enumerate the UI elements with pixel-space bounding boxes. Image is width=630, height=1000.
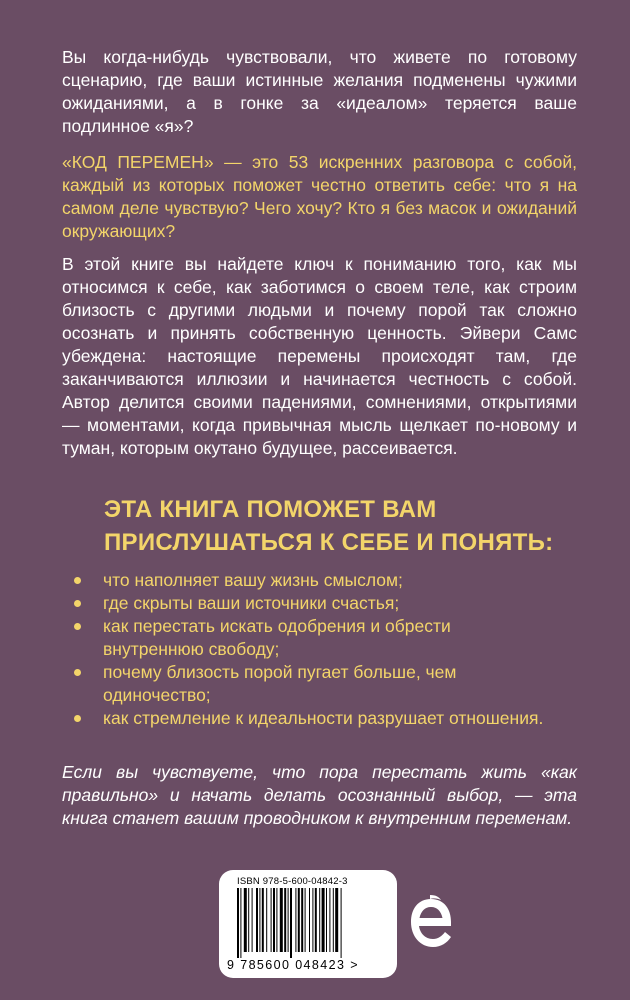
isbn-barcode [219,870,397,978]
bullet-dot-icon [74,600,81,607]
benefits-list [74,569,544,730]
headline-line-1: ЭТА КНИГА ПОМОЖЕТ ВАМ [104,496,437,523]
intro-paragraph: Вы когда-нибудь чувствовали, что живете по готовому сценарию, где ваши истинные желания подменены чужими ожиданиями, а в гонке за «идеалом» теряется ваше подлинное «я»? [62,47,577,136]
isbn-label: ISBN 978-5-600-04842-3 [237,876,348,887]
list-item-text: почему близость порой пугает больше, чем одиночество; [103,662,457,705]
barcode-bars-icon [237,888,379,958]
highlight-paragraph: «КОД ПЕРЕМЕН» — это 53 искренних разговора с собой, каждый из которых поможет честно ответить себе: что я на самом деле чувствую? Чего хочу? Кто я без масок и ожиданий окружающих? [62,152,577,241]
list-item [74,707,544,730]
headline [104,493,604,559]
list-item-text: как перестать искать одобрения и обрести внутреннюю свободу; [103,616,451,659]
closing-paragraph: Если вы чувствуете, что пора перестать жить «как правильно» и начать делать осознанный выбор, — эта книга станет вашим проводником к внутренним переменам. [62,762,577,828]
eksmo-e-logo-icon [408,895,454,951]
list-item-text: где скрыты ваши источники счастья; [103,593,400,613]
list-item [74,569,544,592]
barcode-digits: 9 785600 048423 > [227,958,359,972]
bullet-dot-icon [74,623,81,630]
list-item-text: как стремление к идеальности разрушает отношения. [103,708,544,728]
bullet-dot-icon [74,715,81,722]
description-paragraph: В этой книге вы найдете ключ к пониманию того, как мы относимся к себе, как заботимся о своем теле, как строим близость с другими людьми и почему порой так сложно осознать и принять собственную ценность. Эйвери Самс убеждена: настоящие перемены происходят там, где заканчиваются иллюзии и начинается честность с собой. Автор делится своими падениями, сомнениями, открытиями — моментами, когда привычная мысль щелкает по-новому и туман, которым окутано будущее, рассеивается. [62,254,577,458]
list-item [74,615,544,661]
list-item-text: что наполняет вашу жизнь смыслом; [103,570,403,590]
headline-line-2: ПРИСЛУШАТЬСЯ К СЕБЕ И ПОНЯТЬ: [104,529,554,556]
list-item [74,592,544,615]
bullet-dot-icon [74,669,81,676]
bullet-dot-icon [74,577,81,584]
list-item [74,661,544,707]
